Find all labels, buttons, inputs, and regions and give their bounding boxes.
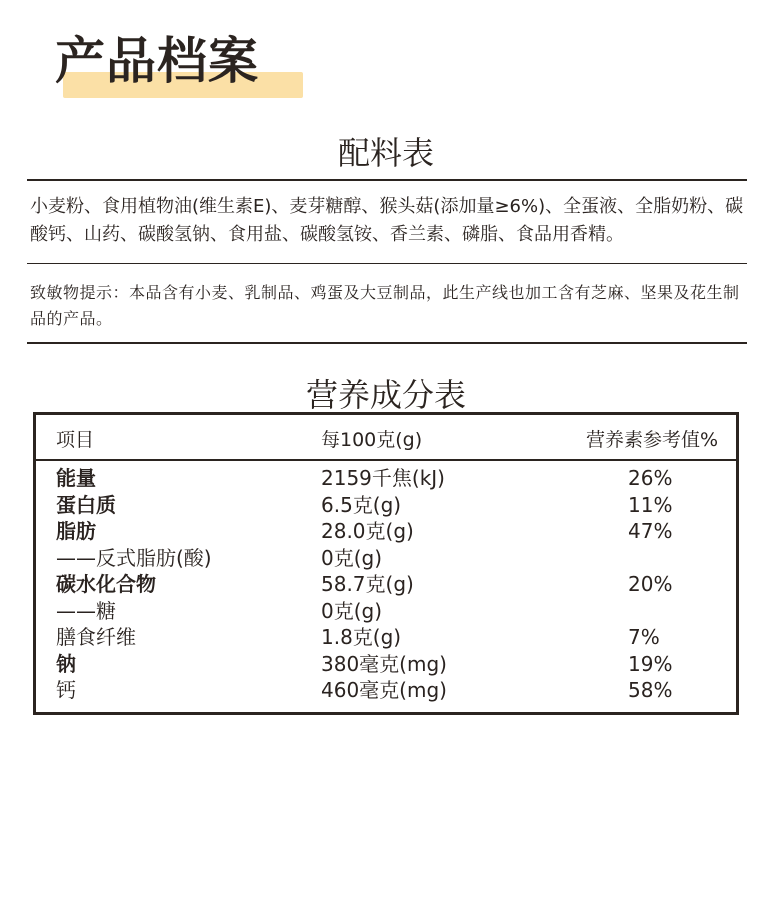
nutrient-amount: 28.0克(g) <box>321 519 414 543</box>
ingredients-text: 小麦粉、食用植物油(维生素E)、麦芽糖醇、猴头菇(添加量≥6%)、全蛋液、全脂奶粉、碳酸钙、山药、碳酸氢钠、食用盐、碳酸氢铵、香兰素、磷脂、食品用香精。 <box>30 196 744 245</box>
nutrition-table-header <box>36 415 736 461</box>
nutrient-amount: 0克(g) <box>321 545 383 570</box>
nutrient-amount: 0克(g) <box>321 598 383 623</box>
nutrient-nrv: 26% <box>628 466 673 490</box>
nutrient-amount: 1.8克(g) <box>321 625 402 649</box>
header-item: 项目 <box>56 429 95 451</box>
table-row <box>36 624 736 651</box>
nutrient-name: ——糖 <box>56 598 116 623</box>
nutrient-nrv: 20% <box>628 572 673 596</box>
nutrition-title: 营养成分表 <box>305 376 466 414</box>
table-row <box>36 651 736 678</box>
nutrient-amount: 2159千焦(kJ) <box>321 466 445 490</box>
header-per100g: 每100克(g) <box>321 429 423 451</box>
allergen-notice: 致敏物提示：本品含有小麦、乳制品、鸡蛋及大豆制品，此生产线也加工含有芝麻、坚果及花生制品的产品。 <box>30 283 740 328</box>
nutrient-nrv: 19% <box>628 651 673 676</box>
nutrient-nrv: 47% <box>628 519 673 543</box>
nutrient-name: 钠 <box>56 651 76 676</box>
nutrient-name: 碳水化合物 <box>56 572 156 596</box>
table-row <box>36 598 736 625</box>
nutrition-table <box>33 412 739 715</box>
divider <box>27 263 747 264</box>
nutrient-nrv: 11% <box>628 492 673 517</box>
nutrient-amount: 6.5克(g) <box>321 492 402 517</box>
table-row <box>36 571 736 598</box>
ingredients-title: 配料表 <box>337 134 434 172</box>
divider <box>27 179 747 181</box>
nutrient-name: ——反式脂肪(酸) <box>56 545 212 570</box>
table-row <box>36 545 736 572</box>
nutrient-nrv: 7% <box>628 625 660 649</box>
header-nrv: 营养素参考值% <box>586 429 719 451</box>
table-row <box>36 518 736 545</box>
nutrient-name: 膳食纤维 <box>56 625 136 649</box>
nutrient-nrv: 58% <box>628 678 673 702</box>
table-row <box>36 465 736 492</box>
table-row <box>36 492 736 519</box>
nutrient-name: 脂肪 <box>56 519 96 543</box>
nutrient-amount: 460毫克(mg) <box>321 678 447 702</box>
divider <box>27 342 747 344</box>
nutrient-amount: 380毫克(mg) <box>321 651 447 676</box>
page-title: 产品档案 <box>55 32 259 90</box>
table-row <box>36 677 736 704</box>
nutrient-name: 钙 <box>56 678 76 702</box>
nutrient-name: 能量 <box>56 466 96 490</box>
nutrient-name: 蛋白质 <box>56 492 116 517</box>
nutrient-amount: 58.7克(g) <box>321 572 414 596</box>
page-title-block <box>55 30 285 100</box>
